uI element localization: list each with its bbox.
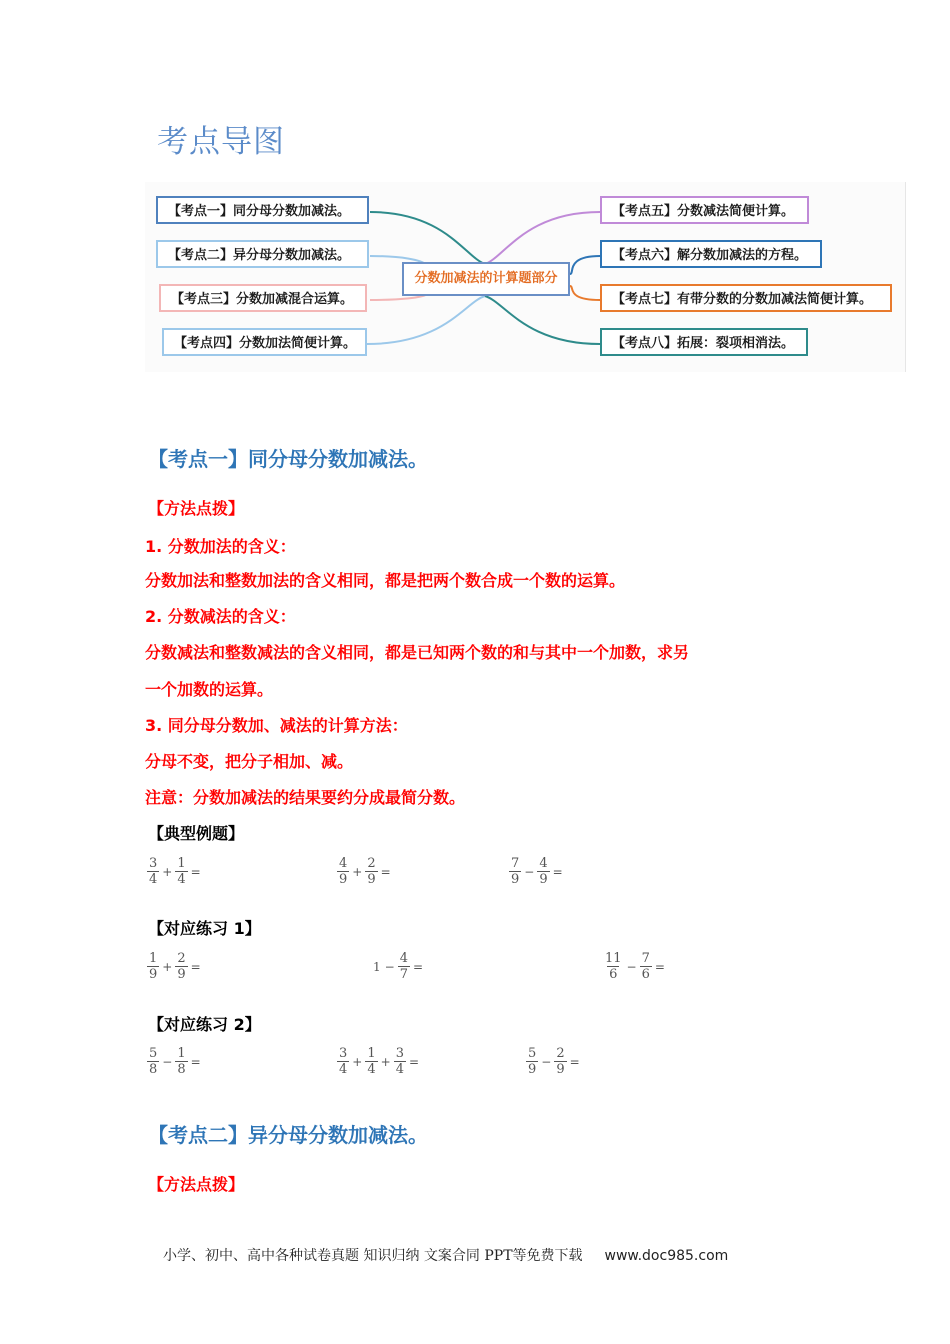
subtraction-meaning-text-2: 一个加数的运算。 [145,680,274,699]
addition-meaning-text: 分数加法和整数加法的含义相同，都是把两个数合成一个数的运算。 [145,571,626,590]
calc-method-title: 3. 同分母分数加、减法的计算方法： [145,716,408,735]
practice1-expr-3: $\frac{11}{6}$ − $\frac{7}{6}$ = [605,951,665,982]
section2-heading: 【考点二】异分母分数加减法。 [148,1123,428,1147]
node-point-2: 【考点二】异分母分数加减法。 [156,240,369,268]
node-point-4: 【考点四】分数加法简便计算。 [162,328,367,356]
connector-5 [485,212,600,264]
calc-method-text: 分母不变，把分子相加、减。 [145,752,354,771]
page-footer [163,1245,728,1265]
connector-7 [570,286,600,300]
practice2-expr-3: $\frac{5}{9}$ − $\frac{2}{9}$ = [528,1046,580,1077]
practice1-label: 【对应练习 1】 [148,919,261,938]
section1-method-label: 【方法点拨】 [148,499,245,518]
mind-map-center: 分数加减法的计算题部分 [402,262,570,296]
practice1-expr-1: $\frac{1}{9}$ + $\frac{2}{9}$ = [149,951,201,982]
section2-method-label: 【方法点拨】 [148,1175,245,1194]
connector-4 [367,296,485,344]
mind-map [145,182,906,372]
connector-8 [485,296,600,344]
practice2-expr-2: $\frac{3}{4}$ + $\frac{1}{4}$ + $\frac{3}{4}$ = [339,1046,420,1077]
practice2-expr-1: $\frac{5}{8}$ − $\frac{1}{8}$ = [149,1046,201,1077]
addition-meaning-title: 1. 分数加法的含义： [145,537,296,556]
footer-text: 小学、初中、高中各种试卷真题 知识归纳 文案合同 PPT等免费下载 [163,1248,583,1264]
node-point-6: 【考点六】解分数加减法的方程。 [600,240,822,268]
page-title: 考点导图 [157,124,285,160]
section1-heading: 【考点一】同分母分数加减法。 [148,447,428,471]
practice1-expr-2: 1 − $\frac{4}{7}$ = [373,951,424,982]
node-point-5: 【考点五】分数减法简便计算。 [600,196,809,224]
practice2-label: 【对应练习 2】 [148,1015,261,1034]
subtraction-meaning-title: 2. 分数减法的含义： [145,607,296,626]
node-point-7: 【考点七】有带分数的分数加减法简便计算。 [600,284,892,312]
example-expr-2: $\frac{4}{9}$ + $\frac{2}{9}$ = [339,856,391,887]
node-point-3: 【考点三】分数加减混合运算。 [159,284,367,312]
connector-6 [570,256,600,274]
example-expr-1: $\frac{3}{4}$ + $\frac{1}{4}$ = [149,856,201,887]
node-point-1: 【考点一】同分母分数加减法。 [156,196,369,224]
note-text: 注意：分数加减法的结果要约分成最简分数。 [145,788,466,807]
footer-url[interactable]: www.doc985.com [604,1248,729,1264]
subtraction-meaning-text-1: 分数减法和整数减法的含义相同，都是已知两个数的和与其中一个加数，求另 [145,643,690,662]
node-point-8: 【考点八】拓展：裂项相消法。 [600,328,808,356]
example-expr-3: $\frac{7}{9}$ − $\frac{4}{9}$ = [511,856,563,887]
example-label: 【典型例题】 [148,824,245,843]
